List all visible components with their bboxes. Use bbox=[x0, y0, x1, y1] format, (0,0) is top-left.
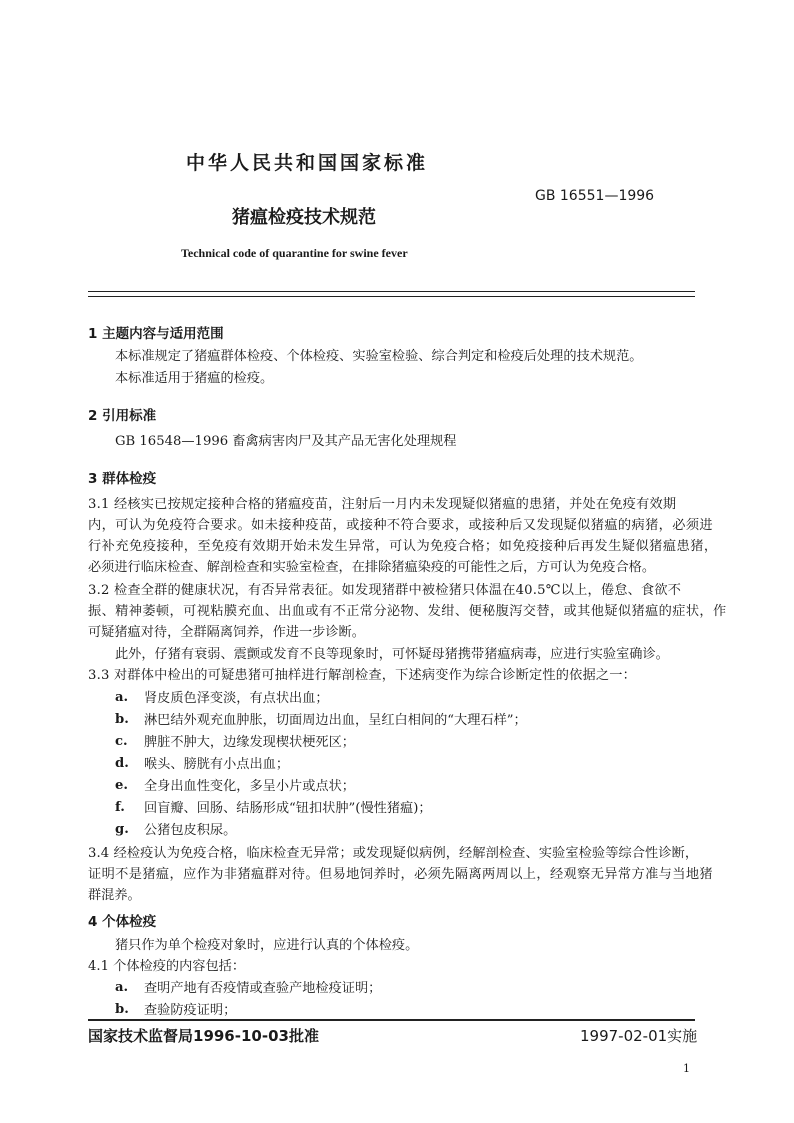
clause-3-1-line-4: 必须进行临床检查、解剖检查和实验室检查，在排除猪瘟染疫的可能性之后，方可认为免疫合格。 bbox=[88, 560, 656, 575]
section-1-heading: 1 主题内容与适用范围 bbox=[88, 326, 224, 342]
clause-3-2-line-3: 可疑猪瘟对待，全群隔离饲养，作进一步诊断。 bbox=[88, 625, 365, 640]
english-title: Technical code of quarantine for swine fever bbox=[181, 246, 408, 260]
clause-3-3-line-1: 3.3 对群体中检出的可疑患猪可抽样进行解剖检查，下述病变作为综合诊断定性的依据之一： bbox=[88, 668, 637, 683]
clause-3-4-line-3: 群混养。 bbox=[88, 888, 141, 903]
list-item-label: e. bbox=[115, 778, 128, 793]
header-rule-bottom bbox=[88, 296, 695, 297]
list-item-label: d. bbox=[115, 756, 129, 771]
list-item: 回盲瓣、回肠、结肠形成“钮扣状肿”(慢性猪瘟)； bbox=[144, 801, 432, 816]
list-item-label: b. bbox=[115, 1002, 129, 1017]
clause-3-4-line-2: 证明不是猪瘟，应作为非猪瘟群对待。但易地饲养时，必须先隔离两周以上，经观察无异常方准与当地猪 bbox=[88, 867, 714, 882]
list-item-label: a. bbox=[115, 690, 129, 705]
page-number: 1 bbox=[683, 1062, 690, 1075]
list-item: 查验防疫证明； bbox=[144, 1003, 237, 1018]
clause-4-1: 4.1 个体检疫的内容包括： bbox=[88, 959, 246, 974]
national-standard-title: 中华人民共和国国家标准 bbox=[186, 152, 429, 174]
document-title: 猪瘟检疫技术规范 bbox=[232, 207, 376, 228]
list-item: 全身出血性变化，多呈小片或点状； bbox=[144, 779, 355, 794]
clause-3-1-line-2: 内，可认为免疫符合要求。如未接种疫苗，或接种不符合要求，或接种后又发现疑似猪瘟的病猪，必须进 bbox=[88, 518, 714, 533]
clause-3-4-line-1: 3.4 经检疫认为免疫合格，临床检查无异常；或发现疑似病例，经解剖检查、实验室检验等综合性诊断， bbox=[88, 846, 699, 861]
clause-3-1-line-3: 行补充免疫接种，至免疫有效期开始未发生异常，可认为免疫合格；如免疫接种后再发生疑似猪瘟患猪， bbox=[88, 539, 718, 554]
list-item: 查明产地有否疫情或查验产地检疫证明； bbox=[144, 981, 382, 996]
list-item: 肾皮质色泽变淡，有点状出血； bbox=[144, 691, 329, 706]
section-1-para-2: 本标准适用于猪瘟的检疫。 bbox=[115, 371, 274, 386]
list-item: 淋巴结外观充血肿胀，切面周边出血，呈红白相间的“大理石样”； bbox=[144, 713, 527, 728]
list-item-label: c. bbox=[115, 734, 128, 749]
list-item-label: a. bbox=[115, 980, 129, 995]
list-item-label: g. bbox=[115, 822, 129, 837]
standard-code: GB 16551—1996 bbox=[535, 188, 655, 204]
clause-3-2-line-2: 振、精神萎顿，可视粘膜充血、出血或有不正常分泌物、发绀、便秘腹泻交替，或其他疑似猪瘟的症状，作 bbox=[88, 604, 727, 619]
approval-line: 国家技术监督局1996-10-03批准 bbox=[88, 1027, 319, 1045]
implementation-date: 1997-02-01实施 bbox=[580, 1027, 698, 1045]
list-item: 公猪包皮积尿。 bbox=[144, 823, 237, 838]
section-2-reference: GB 16548—1996 畜禽病害肉尸及其产品无害化处理规程 bbox=[115, 434, 457, 449]
list-item: 脾脏不肿大，边缘发现楔状梗死区； bbox=[144, 735, 355, 750]
clause-3-1-line-1: 3.1 经核实已按规定接种合格的猪瘟疫苗，注射后一月内未发现疑似猪瘟的患猪，并处在免疫有效期 bbox=[88, 497, 677, 512]
list-item-label: f. bbox=[115, 800, 125, 815]
section-4-para-1: 猪只作为单个检疫对象时，应进行认真的个体检疫。 bbox=[115, 938, 419, 953]
header-rule-top bbox=[88, 291, 695, 292]
section-1-para-1: 本标准规定了猪瘟群体检疫、个体检疫、实验室检验、综合判定和检疫后处理的技术规范。 bbox=[115, 349, 643, 364]
clause-3-2-line-1: 3.2 检查全群的健康状况，有否异常表征。如发现猪群中被检猪只体温在40.5℃以上，倦怠、食欲不 bbox=[88, 583, 682, 598]
footer-rule bbox=[88, 1019, 695, 1021]
section-2-heading: 2 引用标准 bbox=[88, 408, 157, 424]
list-item: 喉头、膀胱有小点出血； bbox=[144, 757, 290, 772]
section-3-heading: 3 群体检疫 bbox=[88, 471, 157, 487]
list-item-label: b. bbox=[115, 712, 129, 727]
section-4-heading: 4 个体检疫 bbox=[88, 914, 157, 930]
clause-3-2-line-4: 此外，仔猪有衰弱、震颤或发育不良等现象时，可怀疑母猪携带猪瘟病毒，应进行实验室确诊。 bbox=[115, 647, 669, 662]
